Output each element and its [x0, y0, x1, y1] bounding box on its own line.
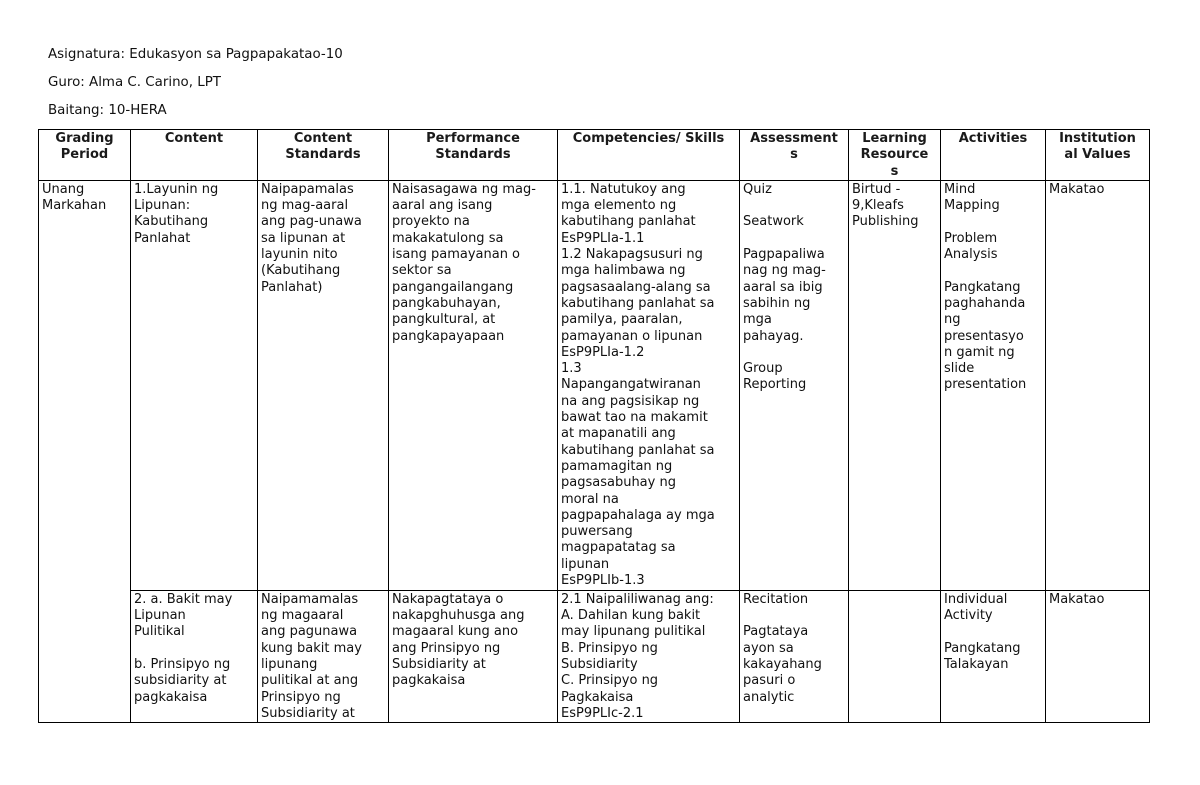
column-header: Institution al Values	[1046, 130, 1150, 181]
section-line: Baitang: 10-HERA	[48, 103, 167, 118]
performance-standards-cell: Nakapagtataya o nakapghuhusga ang magaaral kung ano ang Prinsipyo ng Subsidiarity at pagkakaisa	[389, 590, 558, 722]
assessments-cell: Recitation Pagtataya ayon sa kakayahang pasuri o analytic	[740, 590, 849, 722]
table-row	[39, 180, 1150, 590]
table-header-row	[39, 130, 1150, 181]
institutional-values-cell: Makatao	[1046, 590, 1150, 722]
assessments-cell: Quiz Seatwork Pagpapaliwa nag ng mag- aaral sa ibig sabihin ng mga pahayag. Group Reporting	[740, 180, 849, 590]
content-cell: 1.Layunin ng Lipunan: Kabutihang Panlahat	[131, 180, 258, 590]
performance-standards-cell: Naisasagawa ng mag- aaral ang isang proyekto na makakatulong sa isang pamayanan o sektor sa pangangailangang pangkabuhayan, pangkultural, at pangkapayapaan	[389, 180, 558, 590]
subject-line: Asignatura: Edukasyon sa Pagpapakatao-10	[48, 47, 343, 62]
competencies-cell: 1.1. Natutukoy ang mga elemento ng kabutihang panlahat EsP9PLIa-1.1 1.2 Nakapagsusuri ng mga halimbawa ng pagsasaalang-alang sa kabutihang panlahat sa pamilya, paaralan, pamayanan o lipunan EsP9PLIa-1.2 1.3 Napangangatwiranan na ang pagsisikap ng bawat tao na makamit at mapanatili ang kabutihang panlahat sa pamamagitan ng pagsasabuhay ng moral na pagpapahalaga ay mga puwersang magpapatatag sa lipunan EsP9PLIb-1.3	[558, 180, 740, 590]
grading-period-cell: Unang Markahan	[39, 180, 131, 722]
learning-resources-cell	[849, 590, 941, 722]
activities-cell: Mind Mapping Problem Analysis Pangkatang paghahanda ng presentasyo n gamit ng slide presentation	[941, 180, 1046, 590]
column-header: Content Standards	[258, 130, 389, 181]
content-cell: 2. a. Bakit may Lipunan Pulitikal b. Prinsipyo ng subsidiarity at pagkakaisa	[131, 590, 258, 722]
column-header: Learning Resource s	[849, 130, 941, 181]
column-header: Competencies/ Skills	[558, 130, 740, 181]
institutional-values-cell: Makatao	[1046, 180, 1150, 590]
competencies-cell: 2.1 Naipaliliwanag ang: A. Dahilan kung bakit may lipunang pulitikal B. Prinsipyo ng Subsidiarity C. Prinsipyo ng Pagkakaisa EsP9PLIc-2.1	[558, 590, 740, 722]
content-standards-cell: Naipamamalas ng magaaral ang pagunawa kung bakit may lipunang pulitikal at ang Prinsipyo ng Subsidiarity at	[258, 590, 389, 722]
column-header: Content	[131, 130, 258, 181]
curriculum-table	[38, 129, 1150, 723]
learning-resources-cell: Birtud - 9,Kleafs Publishing	[849, 180, 941, 590]
column-header: Assessment s	[740, 130, 849, 181]
table-row	[39, 590, 1150, 722]
column-header: Grading Period	[39, 130, 131, 181]
activities-cell: Individual Activity Pangkatang Talakayan	[941, 590, 1046, 722]
column-header: Performance Standards	[389, 130, 558, 181]
content-standards-cell: Naipapamalas ng mag-aaral ang pag-unawa sa lipunan at layunin nito (Kabutihang Panlahat)	[258, 180, 389, 590]
column-header: Activities	[941, 130, 1046, 181]
teacher-line: Guro: Alma C. Carino, LPT	[48, 75, 221, 90]
